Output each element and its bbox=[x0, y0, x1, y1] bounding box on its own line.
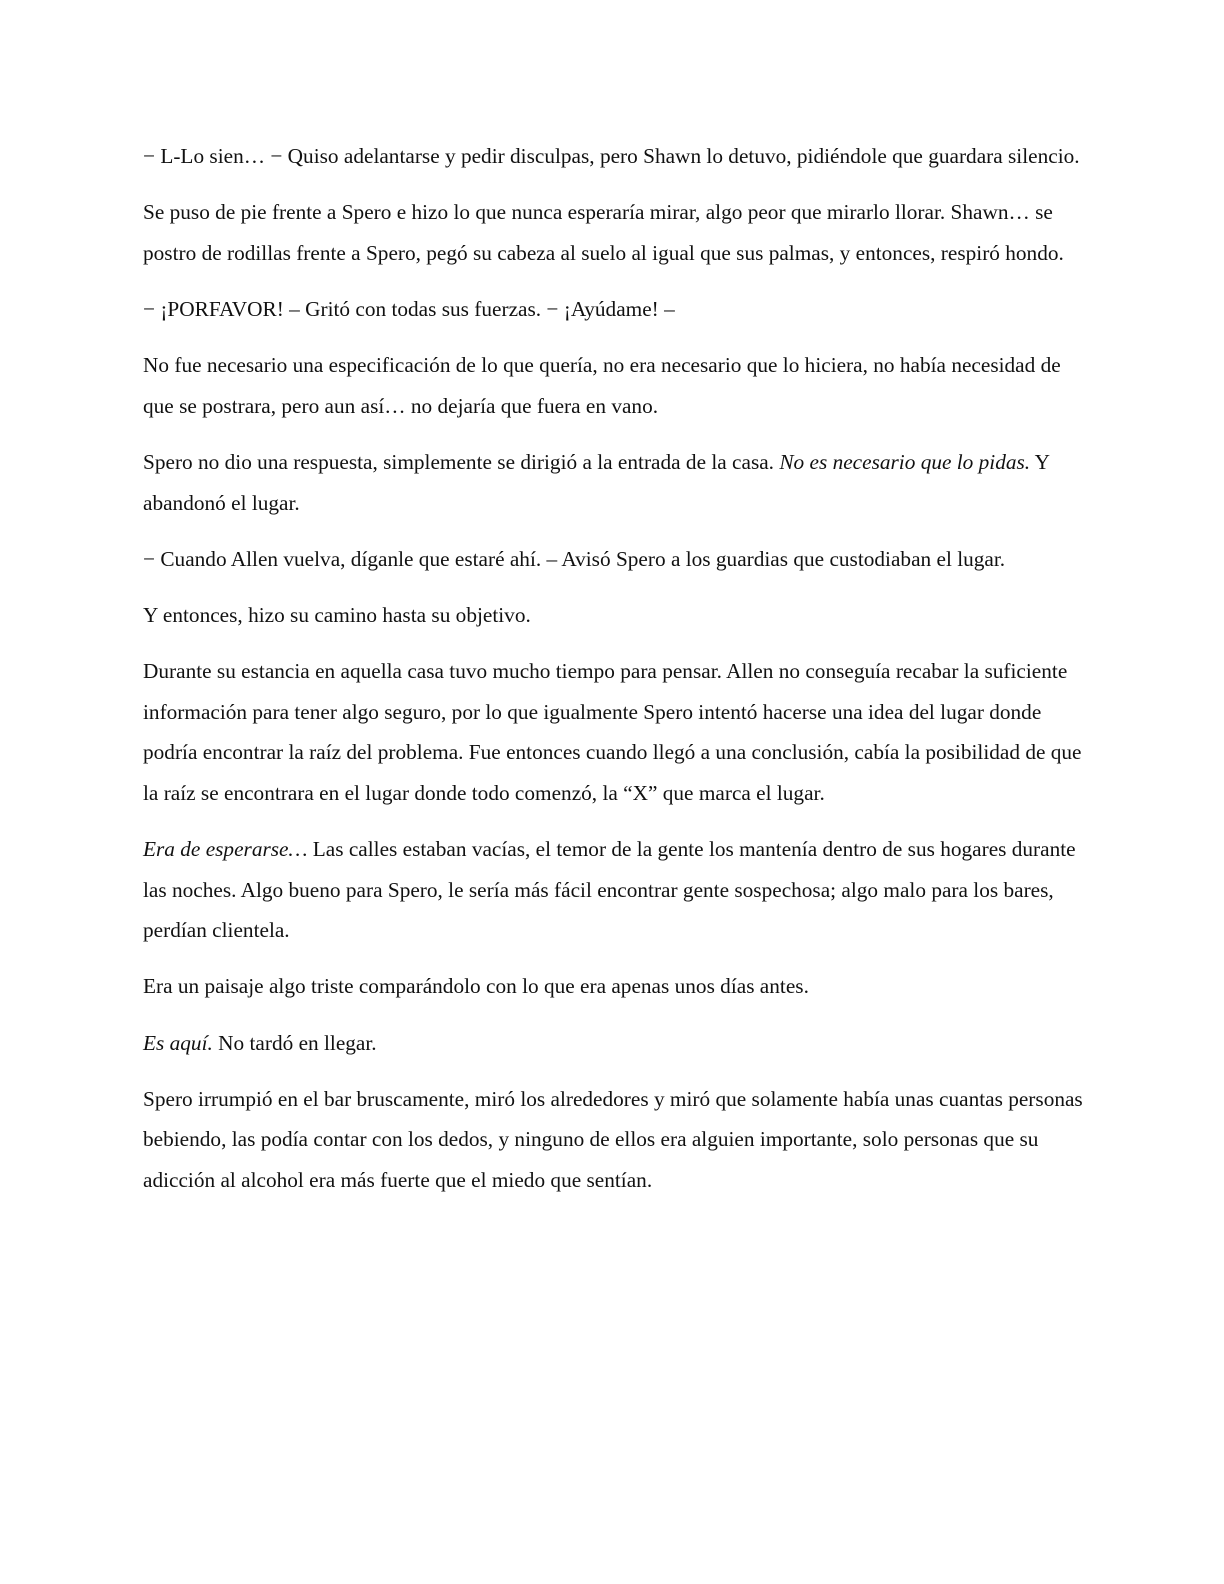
paragraph-3 bbox=[143, 289, 1088, 330]
paragraph-12 bbox=[143, 1079, 1088, 1201]
paragraph-text: − L-Lo sien… − Quiso adelantarse y pedir disculpas, pero Shawn lo detuvo, pidiéndole que guardara silencio. bbox=[143, 144, 1080, 168]
paragraph-6 bbox=[143, 539, 1088, 580]
paragraph-text: Y entonces, hizo su camino hasta su objetivo. bbox=[143, 602, 531, 627]
paragraph-text: Era un paisaje algo triste comparándolo con lo que era apenas unos días antes. bbox=[143, 974, 809, 999]
paragraph-7 bbox=[143, 595, 1088, 636]
paragraph-text: Y abandonó el lugar. bbox=[143, 449, 1050, 515]
paragraph-2 bbox=[143, 192, 1088, 273]
paragraph-text: No tardó en llegar. bbox=[212, 1030, 377, 1055]
paragraph-text: − ¡PORFAVOR! – Gritó con todas sus fuerzas. − ¡Ayúdame! – bbox=[143, 296, 675, 321]
italic-thought: No es necesario que lo pidas. bbox=[779, 449, 1031, 474]
paragraph-text: No fue necesario una especificación de lo que quería, no era necesario que lo hiciera, no había necesidad de que se postrara, pero aun así… no dejaría que fuera en vano. bbox=[143, 353, 1061, 418]
paragraph-5 bbox=[143, 442, 1088, 523]
paragraph-text: Spero no dio una respuesta, simplemente se dirigió a la entrada de la casa. bbox=[143, 449, 780, 474]
paragraph-10 bbox=[143, 966, 1088, 1007]
paragraph-text: − Cuando Allen vuelva, díganle que estaré ahí. – Avisó Spero a los guardias que custodiaban el lugar. bbox=[143, 546, 1006, 571]
paragraph-9 bbox=[143, 829, 1088, 951]
italic-thought: Era de esperarse… bbox=[143, 837, 308, 862]
paragraph-text: Se puso de pie frente a Spero e hizo lo que nunca esperaría mirar, algo peor que mirarlo llorar. Shawn… se postro de rodillas frente a Spero, pegó su cabeza al suelo al igual que sus palmas, y entonces, respiró hondo. bbox=[143, 200, 1064, 265]
paragraph-1 bbox=[143, 136, 1088, 177]
paragraph-text: Durante su estancia en aquella casa tuvo mucho tiempo para pensar. Allen no conseguía recabar la suficiente información para tener algo seguro, por lo que igualmente Spero intentó hacerse una idea del lugar donde podría encontrar la raíz del problema. Fue entonces cuando llegó a una conclusión, cabía la posibilidad de que la raíz se encontrara en el lugar donde todo comenzó, la “X” que marca el lugar. bbox=[143, 659, 1082, 805]
paragraph-4 bbox=[143, 345, 1088, 426]
italic-thought: Es aquí. bbox=[143, 1030, 213, 1055]
paragraph-text: Spero irrumpió en el bar bruscamente, miró los alrededores y miró que solamente había unas cuantas personas bebiendo, las podía contar con los dedos, y ninguno de ellos era alguien importante, solo personas que su adicción al alcohol era más fuerte que el miedo que sentían. bbox=[143, 1086, 1083, 1192]
paragraph-11 bbox=[143, 1023, 1088, 1064]
paragraph-text: Las calles estaban vacías, el temor de la gente los mantenía dentro de sus hogares durante las noches. Algo bueno para Spero, le sería más fácil encontrar gente sospechosa; algo malo para los bares, perdían clientela. bbox=[143, 837, 1076, 943]
document-body bbox=[143, 136, 1088, 1201]
paragraph-8 bbox=[143, 651, 1088, 813]
